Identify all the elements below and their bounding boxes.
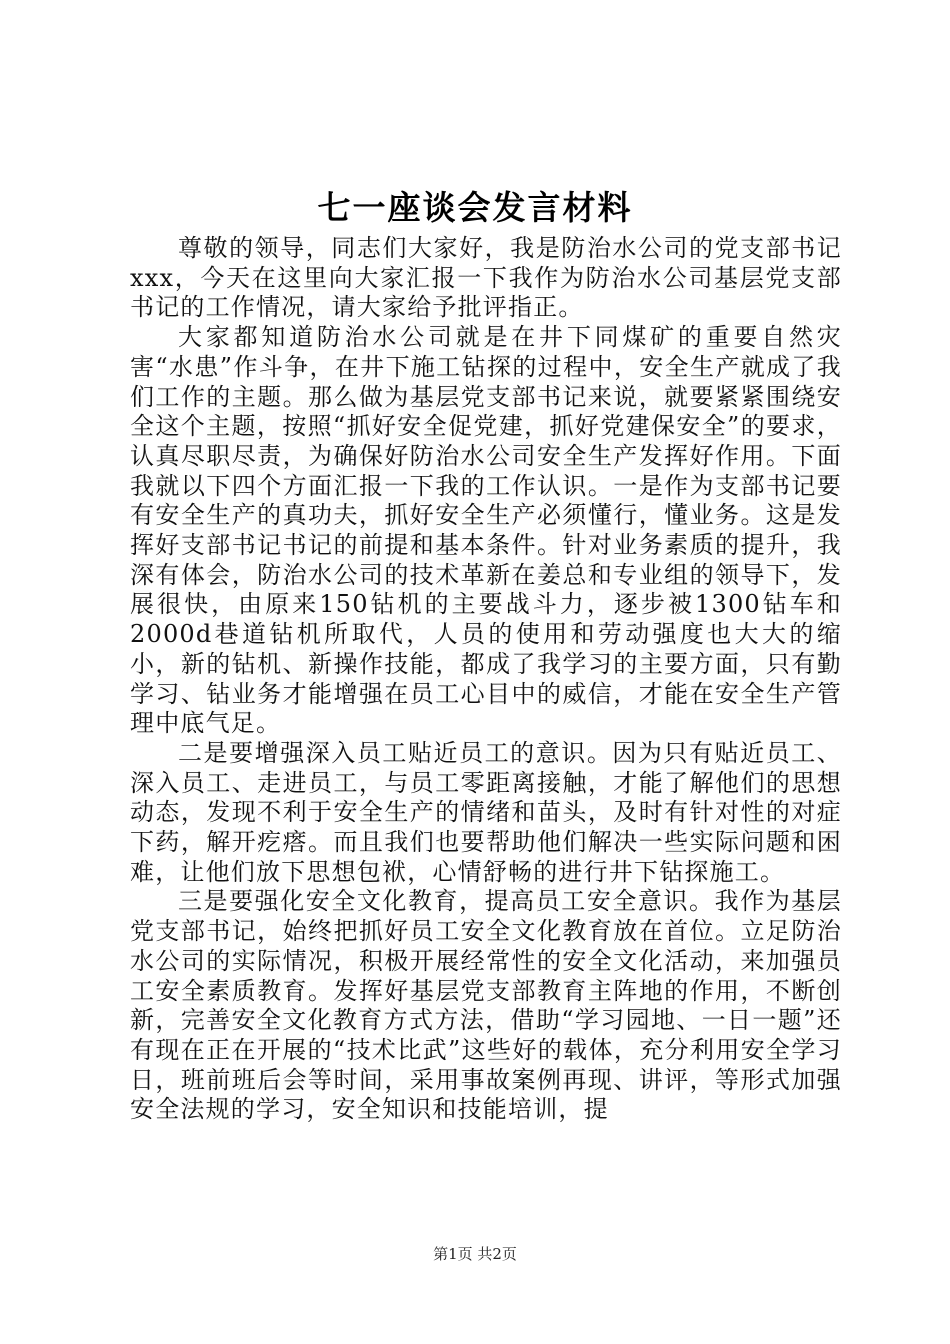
- paragraph-safety-theme: 大家都知道防治水公司就是在井下同煤矿的重要自然灾害“水患”作斗争，在井下施工钻探的过程中，安全生产就成了我们工作的主题。那么做为基层党支部书记来说，就要紧紧围绕安全这个主题，按照“抓好安全促党建，抓好党建保安全”的要求，认真尽职尽责，为确保好防治水公司安全生产发挥好作用。下面我就以下四个方面汇报一下我的工作认识。一是作为支部书记要有安全生产的真功夫，抓好安全生产必须懂行，懂业务。这是发挥好支部书记书记的前提和基本条件。针对业务素质的提升，我深有体会，防治水公司的技术革新在姜总和专业组的领导下，发展很快，由原来150钻机的主要战斗力，逐步被1300钻车和2000d巷道钻机所取代，人员的使用和劳动强度也大大的缩小，新的钻机、新操作技能，都成了我学习的主要方面，只有勤学习、钻业务才能增强在员工心目中的威信，才能在安全生产管理中底气足。: [130, 323, 842, 738]
- paragraph-close-to-staff: 二是要增强深入员工贴近员工的意识。因为只有贴近员工、深入员工、走进员工，与员工零距离接触，才能了解他们的思想动态，发现不利于安全生产的情绪和苗头，及时有针对性的对症下药，解开疙瘩。而且我们也要帮助他们解决一些实际问题和困难，让他们放下思想包袱，心情舒畅的进行井下钻探施工。: [130, 738, 842, 886]
- document-body: [130, 234, 842, 1125]
- document-title: 七一座谈会发言材料: [317, 188, 633, 227]
- paragraph-safety-culture: 三是要强化安全文化教育，提高员工安全意识。我作为基层党支部书记，始终把抓好员工安全文化教育放在首位。立足防治水公司的实际情况，积极开展经常性的安全文化活动，来加强员工安全素质教育。发挥好基层党支部教育主阵地的作用，不断创新，完善安全文化教育方式方法，借助“学习园地、一日一题”还有现在正在开展的“技术比武”这些好的载体，充分利用安全学习日，班前班后会等时间，采用事故案例再现、讲评，等形式加强安全法规的学习，安全知识和技能培训，提: [130, 887, 842, 1124]
- paragraph-greeting: 尊敬的领导，同志们大家好，我是防治水公司的党支部书记xxx，今天在这里向大家汇报一下我作为防治水公司基层党支部书记的工作情况，请大家给予批评指正。: [130, 234, 842, 322]
- page-footer: 第1页 共2页: [433, 1245, 517, 1263]
